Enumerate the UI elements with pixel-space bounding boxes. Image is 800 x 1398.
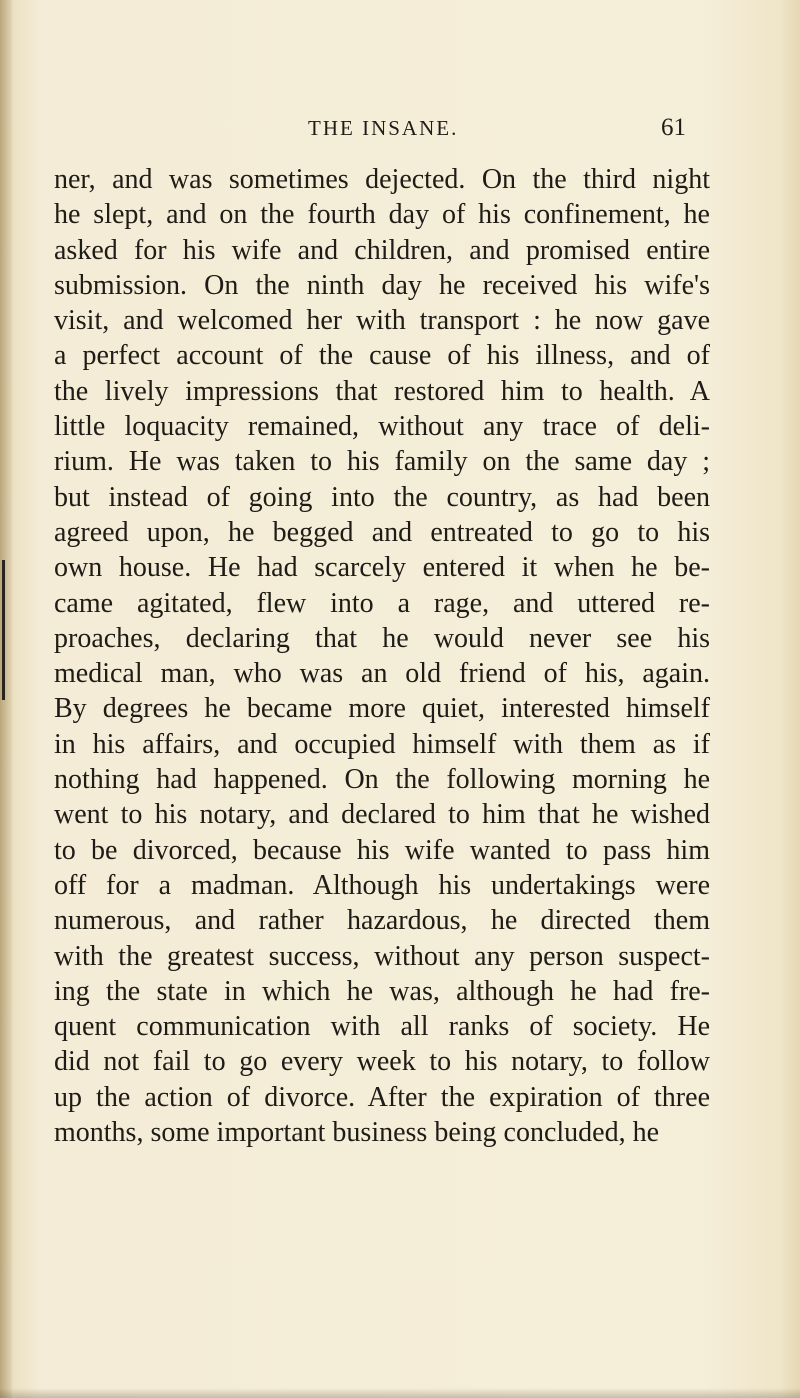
text-line: months, some important business being concluded, he: [54, 1117, 660, 1149]
running-head: [0, 108, 800, 148]
text-line: rium. He was taken to his family on the same day ;: [54, 446, 710, 478]
text-line: with the greatest success, without any person suspect-: [54, 940, 710, 972]
text-line: visit, and welcomed her with transport : he now gave: [54, 305, 710, 337]
text-line: he slept, and on the fourth day of his confinement, he: [54, 199, 710, 231]
text-line: own house. He had scarcely entered it when he be-: [54, 552, 710, 584]
text-line: to be divorced, because his wife wanted to pass him: [54, 834, 710, 866]
text-line: submission. On the ninth day he received his wife's: [54, 269, 710, 301]
text-line: in his affairs, and occupied himself with them as if: [54, 728, 710, 760]
text-line: the lively impressions that restored him to health. A: [54, 375, 710, 407]
text-line: did not fail to go every week to his notary, to follow: [54, 1046, 710, 1078]
text-line: nothing had happened. On the following morning he: [54, 764, 710, 796]
bottom-shadow: [0, 1388, 800, 1398]
text-line: little loquacity remained, without any trace of deli-: [54, 411, 710, 443]
text-line: agreed upon, he begged and entreated to go to his: [54, 516, 710, 548]
text-line: ing the state in which he was, although he had fre-: [54, 975, 710, 1007]
text-line: quent communication with all ranks of society. He: [54, 1011, 710, 1043]
page-edge-mark: [2, 560, 5, 700]
text-line: proaches, declaring that he would never see his: [54, 622, 710, 654]
text-line: off for a madman. Although his undertakings were: [54, 869, 710, 901]
page-number: 61: [661, 114, 686, 141]
text-line: came agitated, flew into a rage, and uttered re-: [54, 587, 710, 619]
text-line: numerous, and rather hazardous, he directed them: [54, 905, 710, 937]
text-line: up the action of divorce. After the expiration of three: [54, 1081, 710, 1113]
text-line: asked for his wife and children, and promised entire: [54, 234, 710, 266]
text-line: medical man, who was an old friend of his, again.: [54, 658, 710, 690]
text-line: a perfect account of the cause of his illness, and of: [54, 340, 710, 372]
text-line: but instead of going into the country, as had been: [54, 481, 710, 513]
text-line: By degrees he became more quiet, interested himself: [54, 693, 710, 725]
text-line: went to his notary, and declared to him that he wished: [54, 799, 710, 831]
text-line: ner, and was sometimes dejected. On the third night: [54, 164, 710, 195]
running-title: THE INSANE.: [308, 116, 459, 140]
body-text: [54, 162, 710, 1150]
